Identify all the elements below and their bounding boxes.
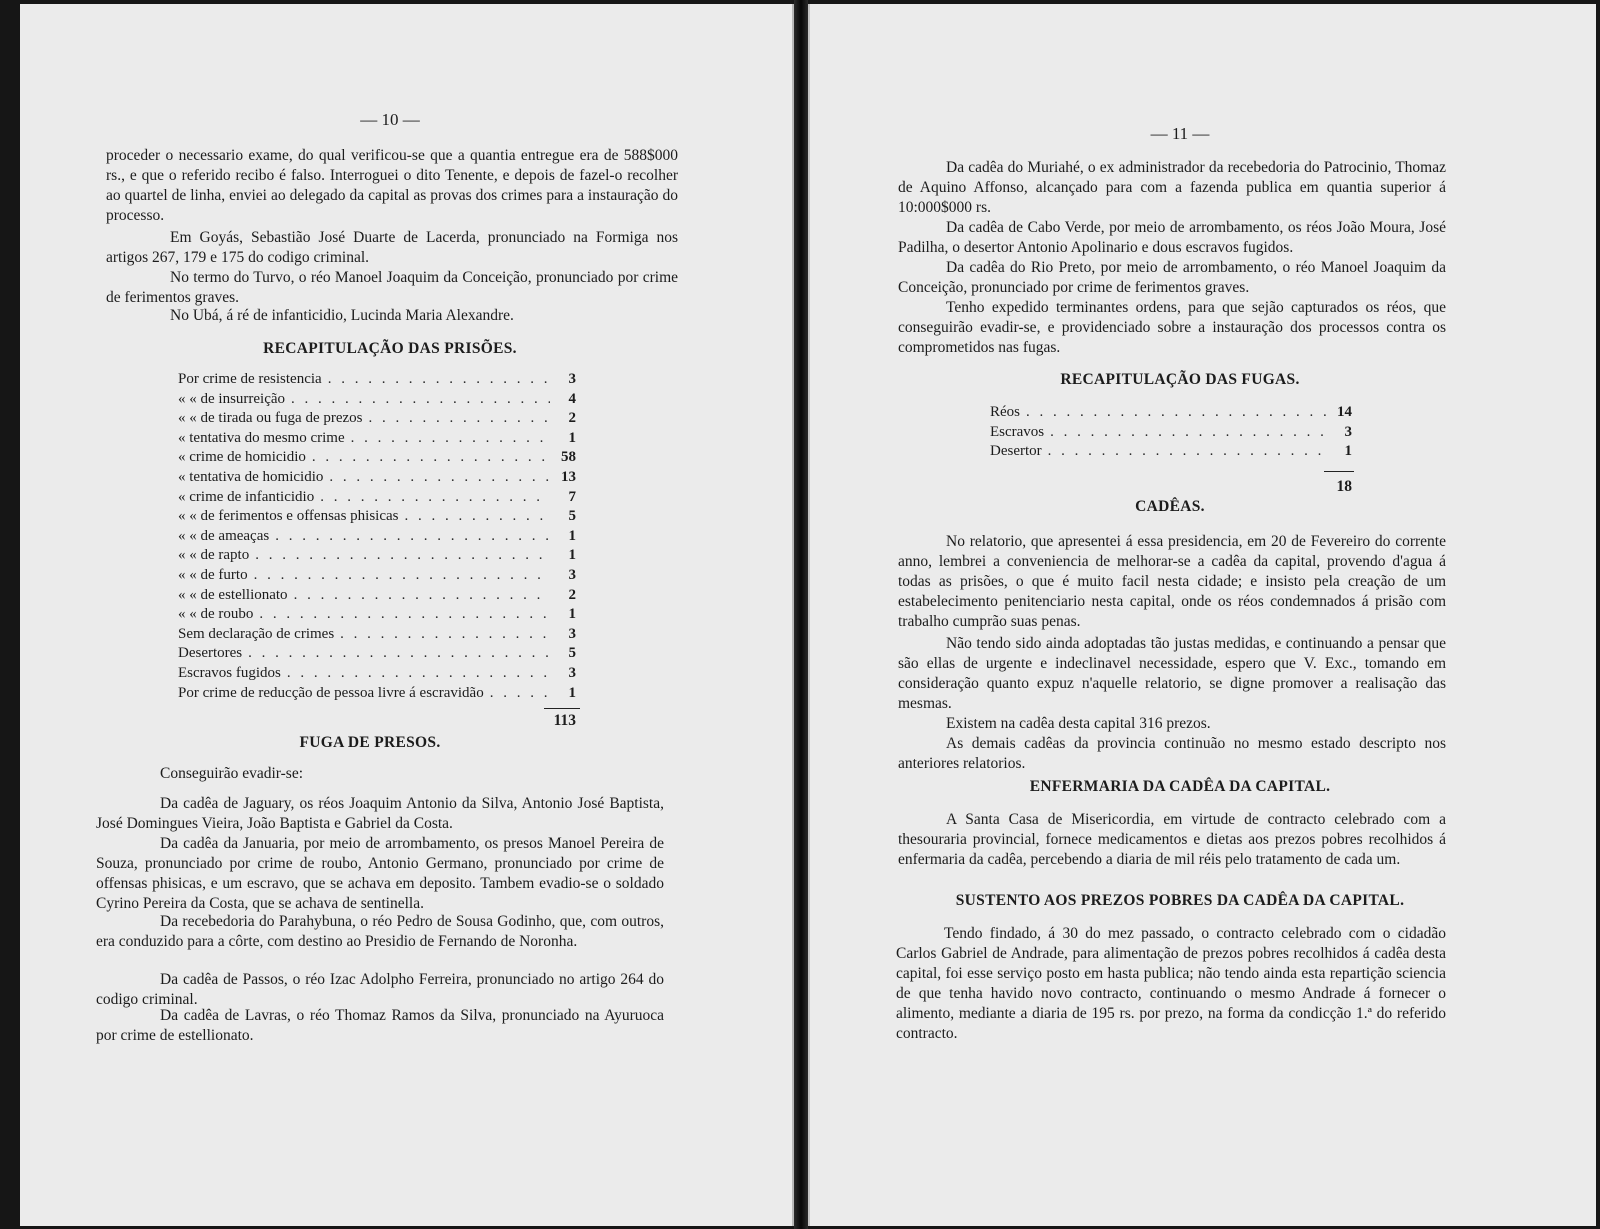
recap-row-label: « « de roubo <box>178 606 254 623</box>
enfermaria-title: ENFERMARIA DA CADÊA DA CAPITAL. <box>1029 778 1331 795</box>
leader-dots <box>322 371 550 388</box>
leader-dots <box>1044 424 1326 441</box>
recap-row <box>178 508 576 528</box>
paragraph: Da cadêa da Januaria, por meio de arrombamento, os presos Manoel Pereira de Souza, pronunciado por crime de roubo, Antonio Germano, pronunciado por crime de offensas phisicas, e um escravo, que se achava em deposito. Tambem evadio-se o soldado Cyrino Pereira da Costa, que se achava de sentinella. <box>96 835 664 912</box>
recap-row-label: « « de ferimentos e offensas phisicas <box>178 508 399 525</box>
leader-dots <box>1042 443 1326 460</box>
book-gutter <box>794 0 808 1229</box>
recap-row <box>178 626 576 646</box>
recap-row-label: « « de furto <box>178 566 248 583</box>
total-rule <box>544 708 580 709</box>
leader-dots <box>281 665 550 682</box>
paragraph: As demais cadêas da provincia continuão no mesmo estado descripto nos anteriores relatorios. <box>898 735 1446 772</box>
total-rule <box>1324 471 1354 472</box>
recap-row-label: Por crime de resistencia <box>178 371 322 387</box>
recap-row-value: 13 <box>561 468 576 485</box>
paragraph: Não tendo sido ainda adoptadas tão justas medidas, e continuando a pensar que são ellas de urgente e indeclinavel necessidade, espero que V. Exc., tomando em consideração quanto expuz n'aquelle relatorio, se digne promover a realisação das mesmas. <box>898 635 1446 712</box>
leader-dots <box>253 606 550 623</box>
paragraph: Tendo findado, á 30 do mez passado, o contracto celebrado com o cidadão Carlos Gabriel de Andrade, para alimentação de prezos pobres recolhidos á cadêa desta capital, foi esse serviço posto em hasta publica; não tendo ainda esta repartição sciencia de que tenha havido novo contracto, continuando o mesmo Andrade á fornecer o alimento, mediante a diaria de 195 rs. por prezo, na forma da condicção 1.ª do referido contracto. <box>896 925 1446 1042</box>
recap-row-value: 1 <box>568 684 576 701</box>
recap-row <box>178 528 576 548</box>
paragraph: Da cadêa de Jaguary, os réos Joaquim Antonio da Silva, Antonio José Baptista, José Domingues Vieira, João Baptista e Gabriel da Costa. <box>96 795 664 832</box>
recap-prisoes-total: 113 <box>553 712 576 729</box>
recap-row <box>178 665 576 685</box>
paragraph: Existem na cadêa desta capital 316 prezos. <box>946 715 1211 732</box>
recap-row-label: Por crime de reducção de pessoa livre á escravidão <box>178 684 484 701</box>
recap-row-value: 1 <box>568 429 576 446</box>
recap-row-label: « « de insurreição <box>178 390 286 407</box>
recap-row-label: « « de ameaças <box>178 527 270 544</box>
recap-row-value: 14 <box>1337 404 1352 420</box>
leader-dots <box>248 567 550 584</box>
leader-dots <box>285 391 550 408</box>
leader-dots <box>249 547 550 564</box>
recap-row <box>178 547 576 567</box>
paragraph: Tenho expedido terminantes ordens, para que sejão capturados os réos, que conseguirão evadir-se, e providenciado sobre a instauração dos processos contra os comprometidos nas fugas. <box>898 299 1446 356</box>
paragraph: A Santa Casa de Misericordia, em virtude de contracto celebrado com a thesouraria provincial, fornece medicamentos e dietas aos prezos pobres recolhidos á enfermaria da cadêa, percebendo a diaria de mil réis pelo tratamento de cada um. <box>898 811 1446 868</box>
paragraph: Da cadêa de Lavras, o réo Thomaz Ramos da Silva, pronunciado na Ayuruoca por crime de estellionato. <box>96 1007 664 1044</box>
paragraph: Da recebedoria do Parahybuna, o réo Pedro de Sousa Godinho, que, com outros, era conduzido para a côrte, com destino ao Presidio de Fernando de Noronha. <box>96 913 664 950</box>
recap-row <box>990 443 1352 463</box>
paragraph: Da cadêa do Rio Preto, por meio de arrombamento, o réo Manoel Joaquim da Conceição, pronunciado por crime de ferimentos graves. <box>898 259 1446 296</box>
recap-row <box>178 489 576 509</box>
leader-dots <box>323 469 550 486</box>
recap-row-value: 58 <box>561 449 576 466</box>
page-number: — 10 — <box>360 110 420 129</box>
right-page <box>808 4 1596 1226</box>
recap-fugas-title: RECAPITULAÇÃO DAS FUGAS. <box>1060 371 1300 388</box>
recap-fugas-total: 18 <box>1336 478 1352 495</box>
paragraph: No Ubá, á ré de infanticidio, Lucinda Maria Alexandre. <box>170 307 514 324</box>
recap-row-value: 3 <box>568 371 576 387</box>
leader-dots <box>306 449 550 466</box>
paragraph: Da cadêa de Cabo Verde, por meio de arrombamento, os réos João Moura, José Padilha, o desertor Antonio Apolinario e dous escravos fugidos. <box>898 219 1446 256</box>
recap-row-value: 3 <box>568 664 576 681</box>
recap-row-value: 1 <box>568 547 576 564</box>
recap-row <box>178 587 576 607</box>
paragraph: No relatorio, que apresentei á essa presidencia, em 20 de Fevereiro do corrente anno, lembrei a conveniencia de melhorar-se a cadêa da capital, provendo d'agua á todas as prisões, o que é muito facil nesta cidade; e insisto pela creação de um estabelecimento penitenciario nesta capital, onde os réos condemnados á prisão com trabalho cumprão suas penas. <box>898 533 1446 630</box>
recap-row-value: 7 <box>568 488 576 505</box>
recap-row-label: Escravos <box>990 423 1045 440</box>
recap-row-label: « « de rapto <box>178 547 250 564</box>
leader-dots <box>334 626 550 643</box>
recap-row-label: Desertores <box>178 645 243 662</box>
recap-row <box>178 685 576 705</box>
recap-row-label: « « de tirada ou fuga de prezos <box>178 410 363 427</box>
recap-row-label: Réos <box>990 404 1020 420</box>
recap-row-value: 4 <box>568 390 576 407</box>
recap-row-label: Sem declaração de crimes <box>178 625 335 642</box>
paragraph: Conseguirão evadir-se: <box>160 765 304 782</box>
recap-row-value: 1 <box>568 606 576 623</box>
leader-dots <box>345 430 550 447</box>
recap-row-label: « tentativa de homicidio <box>178 468 324 485</box>
paragraph: Da cadêa de Passos, o réo Izac Adolpho Ferreira, pronunciado no artigo 264 do codigo criminal. <box>96 971 664 1008</box>
leader-dots <box>363 410 550 427</box>
recap-fugas-list <box>990 404 1352 463</box>
recap-row-label: Escravos fugidos <box>178 664 281 681</box>
fuga-title: FUGA DE PRESOS. <box>299 734 441 751</box>
recap-row <box>178 430 576 450</box>
leader-dots <box>399 508 551 525</box>
recap-row-value: 5 <box>568 645 576 662</box>
page-number: — 11 — <box>1150 124 1210 143</box>
recap-prisoes-title: RECAPITULAÇÃO DAS PRISÕES. <box>263 340 517 357</box>
recap-row <box>178 645 576 665</box>
leader-dots <box>242 645 550 662</box>
left-page <box>20 4 794 1226</box>
paragraph: Da cadêa do Muriahé, o ex administrador da recebedoria do Patrocinio, Thomaz de Aquino Affonso, alcançado para com a fazenda publica em quantia superior á 10:000$000 rs. <box>898 159 1446 216</box>
recap-row <box>178 469 576 489</box>
recap-row-value: 5 <box>568 508 576 525</box>
recap-row-value: 3 <box>1344 423 1352 440</box>
recap-row-value: 3 <box>568 625 576 642</box>
recap-row-label: « « de estellionato <box>178 586 288 603</box>
paragraph: Em Goyás, Sebastião José Duarte de Lacerda, pronunciado na Formiga nos artigos 267, 179 e 175 do codigo criminal. <box>106 229 678 266</box>
recap-row-value: 3 <box>568 566 576 583</box>
paragraph: proceder o necessario exame, do qual verificou-se que a quantia entregue era de 588$000 rs., e que o referido recibo é falso. Interroguei o dito Tenente, e depois de fazel-o recolher ao quartel de linha, enviei ao delegado da capital as provas dos crimes para a instauração do processo. <box>106 147 678 224</box>
recap-row <box>990 404 1352 424</box>
cadeas-title: CADÊAS. <box>1135 498 1205 515</box>
recap-prisoes-list <box>178 371 576 704</box>
recap-row-value: 1 <box>1344 443 1352 460</box>
recap-row-label: « tentativa do mesmo crime <box>178 429 345 446</box>
recap-row-value: 2 <box>568 410 576 427</box>
recap-row <box>178 371 576 391</box>
recap-row <box>178 567 576 587</box>
leader-dots <box>484 685 550 702</box>
recap-row <box>178 410 576 430</box>
recap-row-label: « crime de homicidio <box>178 449 306 466</box>
recap-row <box>178 449 576 469</box>
leader-dots <box>1020 404 1326 421</box>
paragraph: No termo do Turvo, o réo Manoel Joaquim da Conceição, pronunciado por crime de ferimentos graves. <box>106 269 678 306</box>
recap-row <box>990 424 1352 444</box>
recap-row-label: « crime de infanticidio <box>178 488 315 505</box>
leader-dots <box>269 528 550 545</box>
leader-dots <box>288 587 550 604</box>
leader-dots <box>314 489 550 506</box>
recap-row <box>178 606 576 626</box>
recap-row-label: Desertor <box>990 443 1042 460</box>
recap-row-value: 1 <box>568 527 576 544</box>
recap-row <box>178 391 576 411</box>
sustento-title: SUSTENTO AOS PREZOS POBRES DA CADÊA DA CAPITAL. <box>955 892 1405 909</box>
recap-row-value: 2 <box>568 586 576 603</box>
